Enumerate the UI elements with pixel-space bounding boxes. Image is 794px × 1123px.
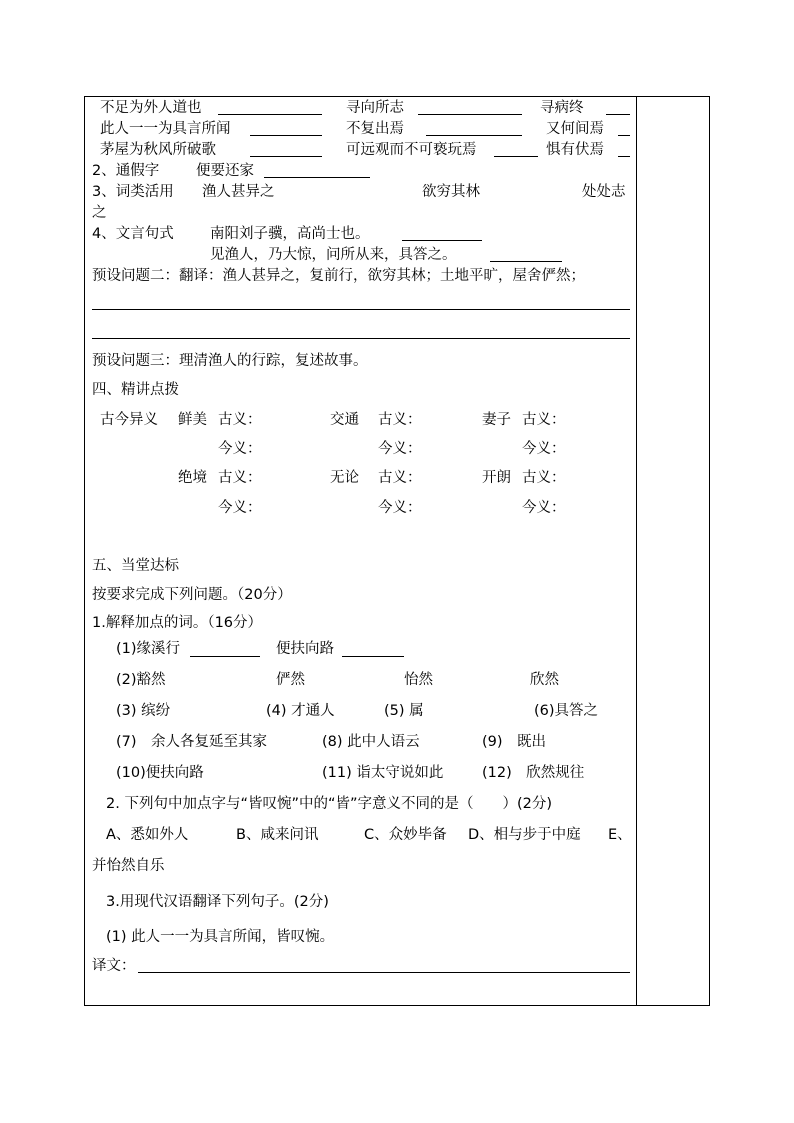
exercise-intro: 按要求完成下列问题。（20分） [92,587,292,603]
phrase-1-2: 寻向所志 [346,100,404,116]
juzi-a: 南阳刘子骥，高尚士也。 [210,226,370,242]
jin-label: 今义： [378,500,422,516]
answer-blank[interactable] [618,135,630,136]
q1-item: (3) 缤纷 [116,703,171,719]
section-five-title: 五、当堂达标 [92,558,179,574]
answer-blank[interactable] [606,114,630,115]
cilei-a: 渔人甚异之 [202,184,275,200]
answer-line[interactable] [92,338,630,339]
cilei-label: 3、词类活用 [92,184,174,200]
q1-item: (7) 余人各复延至其家 [116,734,268,750]
question-two: 预设问题二：翻译：渔人甚异之，复前行，欲穷其林；土地平旷，屋舍俨然； [92,268,585,284]
answer-blank[interactable] [190,656,260,657]
answer-blank[interactable] [426,135,522,136]
q1-item: 怡然 [404,672,433,688]
answer-blank[interactable] [418,114,522,115]
q2-option-c: C、众妙毕备 [364,827,447,843]
cilei-b: 欲穷其林 [422,184,480,200]
word-qizi: 妻子 [482,412,511,428]
q2-option-e-cont: 并怡然自乐 [92,858,165,874]
section-four-title: 四、精讲点拨 [92,382,179,398]
question-three: 预设问题三：理清渔人的行踪，复述故事。 [92,353,368,369]
answer-line[interactable] [92,309,630,310]
word-jiaotong: 交通 [330,412,359,428]
q1-item: (5) 属 [384,703,424,719]
tongjia-item: 便要还家 [196,163,254,179]
q2-option-b: B、咸来问讯 [236,827,319,843]
exercise-q3: 3.用现代汉语翻译下列句子。(2分) [106,894,329,910]
q1-item: (11) 诣太守说如此 [322,765,444,781]
phrase-2-3: 又何间焉 [546,121,604,137]
jin-label: 今义： [218,441,262,457]
q1-item: (8) 此中人语云 [322,734,420,750]
tongjia-label: 2、通假字 [92,163,160,179]
q2-option-a: A、悉如外人 [106,827,189,843]
q1-item: 欣然 [530,672,559,688]
answer-blank[interactable] [618,156,630,157]
word-xianmei: 鲜美 [178,412,207,428]
answer-blank[interactable] [402,240,482,241]
q3-item: (1) 此人一一为具言所闻，皆叹惋。 [106,929,335,945]
q1-item: (2)豁然 [116,672,166,688]
table-frame [84,96,710,1006]
juzi-b: 见渔人，乃大惊，问所从来，具答之。 [210,247,457,263]
q2-option-d: D、相与步于中庭 [468,827,581,843]
exercise-q2: 2. 下列句中加点字与“皆叹惋”中的“皆”字意义不同的是（ ）(2分) [106,796,553,812]
q2-option-e: E、 [608,827,632,843]
word-juejing: 绝境 [178,470,207,486]
answer-blank[interactable] [218,114,322,115]
jin-label: 今义： [378,441,422,457]
cilei-c-cont: 之 [92,205,107,221]
translation-line[interactable] [138,972,630,973]
phrase-2-2: 不复出焉 [346,121,404,137]
gu-label: 古义： [378,412,422,428]
q1-item: (9) 既出 [482,734,547,750]
q1-item: 俨然 [276,672,305,688]
gu-label: 古义： [522,470,566,486]
answer-blank[interactable] [250,135,322,136]
gu-label: 古义： [218,412,262,428]
phrase-2-1: 此人一一为具言所闻 [100,121,231,137]
table-column-divider [636,96,637,1006]
answer-blank[interactable] [494,156,538,157]
q1-item: (10)便扶向路 [116,765,204,781]
q1-item: (6)具答之 [534,703,599,719]
q1-item: (12) 欣然规往 [482,765,585,781]
phrase-1-3: 寻病终 [540,100,584,116]
phrase-1-1: 不足为外人道也 [100,100,202,116]
phrase-3-2: 可远观而不可亵玩焉 [346,142,477,158]
cilei-c: 处处志 [582,184,626,200]
gu-label: 古义： [378,470,422,486]
q1-item-1: (1)缘溪行 [116,641,181,657]
word-wulun: 无论 [330,470,359,486]
gu-label: 古义： [522,412,566,428]
gu-label: 古义： [218,470,262,486]
phrase-3-3: 惧有伏焉 [546,142,604,158]
juzi-label: 4、文言句式 [92,226,174,242]
word-kailang: 开朗 [482,470,511,486]
gujin-heading: 古今异义 [100,412,158,428]
answer-blank[interactable] [250,156,322,157]
jin-label: 今义： [522,500,566,516]
q1-item-2: 便扶向路 [276,641,334,657]
q1-item: (4) 才通人 [266,703,335,719]
jin-label: 今义： [218,500,262,516]
answer-blank[interactable] [490,261,562,262]
jin-label: 今义： [522,441,566,457]
phrase-3-1: 茅屋为秋风所破歌 [100,142,216,158]
exercise-q1: 1.解释加点的词。（16分） [92,615,263,631]
answer-blank[interactable] [264,177,370,178]
answer-blank[interactable] [342,656,404,657]
yiwen-label: 译文： [92,958,136,974]
